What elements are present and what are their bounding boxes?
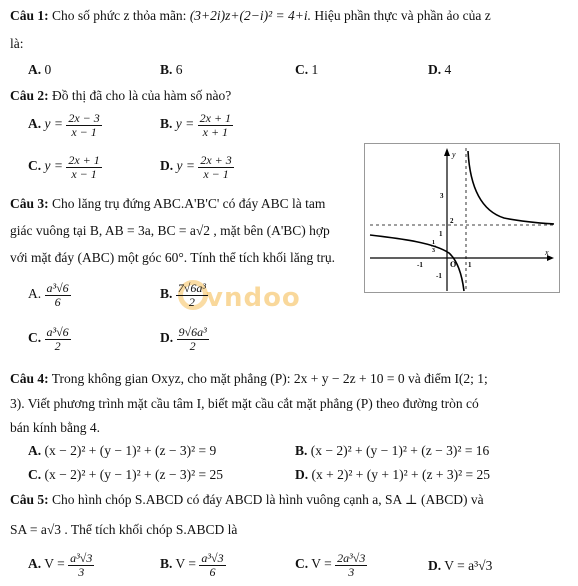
q1-text-b: Hiệu phần thực và phần ảo của z [314,8,491,23]
q3-label: Câu 3: [10,196,49,211]
q5-option-c[interactable]: C. V = $\frac{\text{2a³√3}}{3}$ [295,551,366,579]
q2-label: Câu 2: [10,88,49,103]
fraction: $\frac{2x + 3}{x - 1}$ [200,153,232,181]
fraction: $\frac{\text{9√6a³}}{2}$ [178,325,207,353]
q2-option-c[interactable]: C. y = $\frac{2x + 1}{x - 1}$ [28,153,100,181]
tick-xm1: -1 [417,261,423,269]
q2-line [10,88,231,104]
frac-num: 1 [432,240,435,246]
tick-x1: 1 [468,261,472,269]
q5-line1: Câu 5: Cho hình chóp S.ABCD có đáy ABCD là hình vuông cạnh a, SA ⊥ (ABCD) và [10,492,484,507]
function-graph [364,143,560,293]
q1-label: Câu 1: [10,8,49,23]
q5-option-d[interactable]: D. V = a³√3 [428,558,493,573]
q3-line1: Câu 3: Cho lăng trụ đứng ABC.A'B'C' có đáy ABC là tam [10,196,326,211]
tick-y3: 3 [440,192,444,200]
y-label: y [452,150,456,159]
q3-line3: với mặt đáy (ABC) một góc 60°. Tính thể tích khối lăng trụ. [10,250,335,265]
q4-label: Câu 4: [10,371,49,386]
q2-option-a[interactable]: A. y = $\frac{2x - 3}{x - 1}$ [28,111,100,139]
fraction: $\frac{2x - 3}{x - 1}$ [68,111,100,139]
q1-option-b[interactable]: B. 6 [160,62,183,77]
q1-equation: (3+2i)z+(2−i)² = 4+i. [189,8,312,23]
q5-label: Câu 5: [10,492,49,507]
q5-line2: SA = a√3 . Thể tích khối chóp S.ABCD là [10,522,238,537]
frac-den: 3 [432,248,435,254]
q1-option-d[interactable]: D. 4 [428,62,452,77]
fraction: $\frac{\text{a³√3}}{6}$ [201,551,224,579]
tick-y2: 2 [450,217,454,225]
q3-option-c[interactable]: C. $\frac{\text{a³√6}}{2}$ [28,325,69,353]
q1-line1 [10,8,491,24]
fraction: $\frac{\text{7√6a³}}{2}$ [177,281,206,309]
q1-option-a[interactable]: A. 0 [28,62,52,77]
q4-line1: Câu 4: Trong không gian Oxyz, cho mặt phẳng (P): 2x + y − 2z + 10 = 0 và điểm I(2; 1; [10,371,488,386]
q2-text: Đồ thị đã cho là của hàm số nào? [52,88,232,103]
origin-label: O [450,260,457,269]
q4-option-d[interactable]: D. (x + 2)² + (y + 1)² + (z + 3)² = 25 [295,467,491,482]
q4-option-c[interactable]: C. (x − 2)² + (y − 1)² + (z − 3)² = 25 [28,467,224,482]
q4-line3: bán kính bằng 4. [10,420,100,435]
q1-option-c[interactable]: C. 1 [295,62,319,77]
q3-option-b[interactable]: B. $\frac{\text{7√6a³}}{2}$ [160,281,206,309]
q4-line2: 3). Viết phương trình mặt cầu tâm I, biết mặt cầu cắt mặt phẳng (P) theo đường tròn có [10,396,479,411]
q1-text-c: là: [10,36,24,51]
tick-ym1: -1 [436,272,442,280]
q4-option-b[interactable]: B. (x − 2)² + (y − 1)² + (z − 3)² = 16 [295,443,490,458]
q2-option-b[interactable]: B. y = $\frac{2x + 1}{x + 1}$ [160,111,232,139]
q5-option-a[interactable]: A. V = $\frac{\text{a³√3}}{3}$ [28,551,93,579]
q3-line2: giác vuông tại B, AB = 3a, BC = a√2 , mặt bên (A'BC) hợp [10,223,330,238]
q2-option-d[interactable]: D. y = $\frac{2x + 3}{x - 1}$ [160,153,232,181]
fraction: $\frac{\text{a³√6}}{2}$ [46,325,69,353]
q1-text-a: Cho số phức z thỏa mãn: [52,8,187,23]
q5-option-b[interactable]: B. V = $\frac{\text{a³√3}}{6}$ [160,551,224,579]
fraction: $\frac{\text{2a³√3}}{3}$ [337,551,366,579]
x-label: x [545,248,549,257]
fraction: $\frac{2x + 1}{x + 1}$ [199,111,232,139]
fraction: $\frac{\text{a³√3}}{3}$ [70,551,93,579]
q4-option-a[interactable]: A. (x − 2)² + (y − 1)² + (z − 3)² = 9 [28,443,217,458]
watermark: vndoo [206,283,301,313]
q3-option-d[interactable]: D. $\frac{\text{9√6a³}}{2}$ [160,325,207,353]
q3-option-a[interactable]: A. $\frac{\text{a³√6}}{6}$ [28,281,69,309]
fraction: $\frac{\text{a³√6}}{6}$ [46,281,69,309]
fraction: $\frac{2x + 1}{x - 1}$ [68,153,100,181]
graph-frame [365,144,560,293]
tick-y1: 1 [439,230,443,238]
